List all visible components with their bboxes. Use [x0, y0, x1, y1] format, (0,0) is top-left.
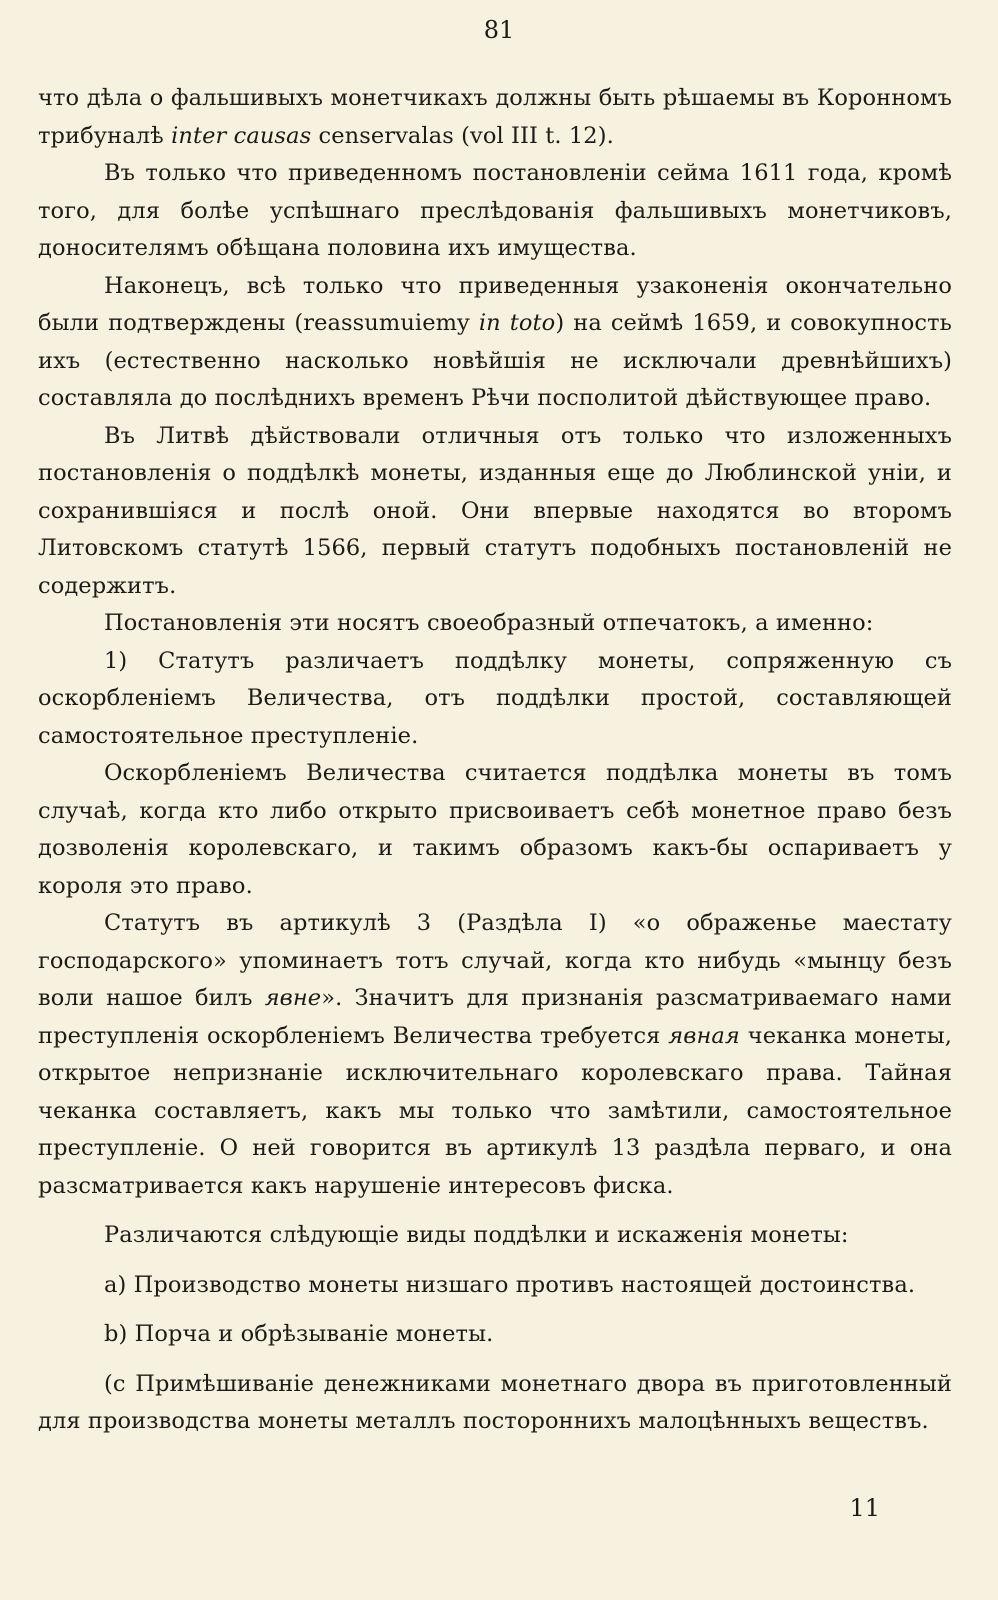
paragraph — [38, 418, 952, 606]
paragraph — [38, 1366, 952, 1441]
italic-text: in toto — [478, 310, 556, 336]
paragraph — [38, 80, 952, 155]
paragraph — [38, 1217, 952, 1255]
text-run: Наконецъ, всѣ только что приведенныя узаконенія окончательно были подтверждены (reassumuiemy — [38, 272, 952, 336]
text-run: censervalas (vol III t. 12). — [311, 122, 614, 149]
page-number: 81 — [483, 16, 515, 44]
paragraph — [38, 1267, 952, 1305]
body-text — [38, 80, 952, 1441]
text-run: (c Примѣшиваніе денежниками монетнаго двора въ приготовленный для производства монеты металлъ постороннихъ малоцѣнныхъ веществъ. — [38, 1370, 952, 1434]
text-run: b) Порча и обрѣзываніе монеты. — [104, 1321, 494, 1347]
italic-text: явная — [668, 1022, 740, 1049]
text-run: Постановленія эти носятъ своеобразный отпечатокъ, а именно: — [104, 610, 874, 636]
paragraph — [38, 755, 952, 905]
text-run: Въ Литвѣ дѣйствовали отличныя отъ только что изложенныхъ постановленія о поддѣлкѣ монеты, изданныя еще до Люблинской уніи, и сохранившіяся и послѣ оной. Они впервые находятся во второмъ Литовскомъ статутѣ 1566, первый статутъ подобныхъ постановленій не содержитъ. — [38, 422, 952, 599]
text-run: чеканка монеты, открытое непризнаніе исключительнаго королевскаго права. Тайная чеканка составляетъ, какъ мы только что замѣтили, самостоятельное преступленіе. О ней говорится въ артикулѣ 13 раздѣла перваго, и она разсматривается какъ нарушеніе интересовъ фиска. — [38, 1022, 952, 1199]
text-run: а) Производство монеты низшаго противъ настоящей достоинства. — [104, 1271, 916, 1298]
italic-text: inter causas — [171, 122, 312, 149]
signature-mark: 11 — [849, 1494, 880, 1522]
paragraph — [38, 1316, 952, 1354]
text-run: ) на сеймѣ 1659, и совокупность ихъ (естественно насколько новѣйшія не исключали древнѣйшихъ) составляла до послѣднихъ временъ Рѣчи посполитой дѣйствующее право. — [38, 310, 952, 411]
text-run: Различаются слѣдующіе виды поддѣлки и искаженія монеты: — [104, 1222, 849, 1248]
paragraph — [38, 905, 952, 1205]
paragraph — [38, 643, 952, 756]
text-run: что дѣла о фальшивыхъ монетчикахъ должны быть рѣшаемы въ Коронномъ трибуналѣ — [38, 85, 952, 149]
italic-text: явне — [264, 985, 322, 1011]
paragraph — [38, 268, 952, 418]
text-run: Въ только что приведенномъ постановленіи сейма 1611 года, кромѣ того, для болѣе успѣшнаго преслѣдованія фальшивыхъ монетчиковъ, доносителямъ обѣщана половина ихъ имущества. — [38, 160, 952, 261]
text-run: 1) Статутъ различаетъ поддѣлку монеты, сопряженную съ оскорбленіемъ Величества, отъ поддѣлки простой, составляющей самостоятельное преступленіе. — [38, 647, 952, 749]
text-run: Оскорбленіемъ Величества считается поддѣлка монеты въ томъ случаѣ, когда кто либо открыто присвоиваетъ себѣ монетное право безъ дозволенія королевскаго, и такимъ образомъ какъ-бы оспариваетъ у короля это право. — [38, 760, 952, 899]
paragraph — [38, 605, 952, 643]
paragraph — [38, 155, 952, 268]
text-run: ». Значитъ для признанія разсматриваемаго нами преступленія оскорбленіемъ Величества требуется — [38, 985, 953, 1049]
text-run: Статутъ въ артикулѣ 3 (Раздѣла I) «о ображенье маестату господарского» упоминаетъ тотъ случай, когда кто нибудь «мынцу безъ воли нашое билъ — [38, 910, 952, 1011]
